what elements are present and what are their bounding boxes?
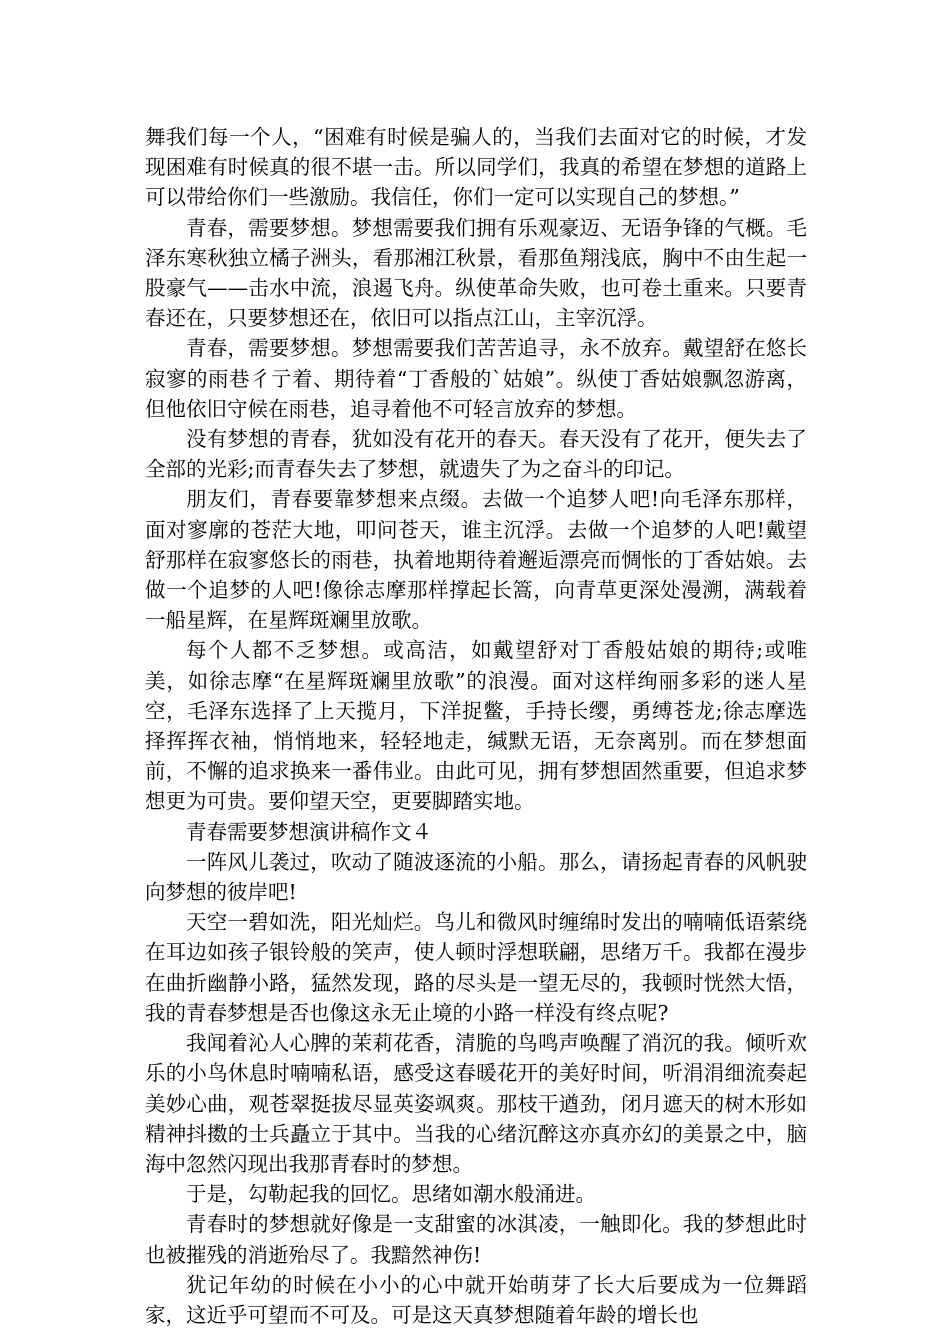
- paragraph: 于是，勾勒起我的回忆。思绪如潮水般涌进。: [186, 1182, 596, 1207]
- paragraph: 朋友们，青春要靠梦想来点缀。去做一个追梦人吧!向毛泽东那样，面对寥廓的苍茫大地，叩问苍天，谁主沉浮。去做一个追梦的人吧!戴望舒那样在寂寥悠长的雨巷，执着地期待着邂逅漂亮而惆怅的丁香姑娘。去做一个追梦的人吧!像徐志摩那样撑起长篙，向青草更深处漫溯，满载着一船星辉，在星辉斑斓里放歌。: [145, 487, 807, 633]
- paragraph: 我闻着沁人心脾的茉莉花香，清脆的鸟鸣声唤醒了消沉的我。倾听欢乐的小鸟休息时喃喃私语，感受这春暖花开的美好时间，听涓涓细流奏起美妙心曲，观苍翠挺拔尽显英姿飒爽。那枝干遒劲，闭月遮天的树木形如精神抖擞的士兵矗立于其中。当我的心绪沉醉这亦真亦幻的美景之中，脑海中忽然闪现出我那青春时的梦想。: [145, 1031, 807, 1176]
- document-page: [145, 122, 807, 1330]
- paragraph: 一阵风儿袭过，吹动了随波逐流的小船。那么，请扬起青春的风帆驶向梦想的彼岸吧!: [145, 849, 807, 905]
- paragraph: 青春，需要梦想。梦想需要我们苦苦追寻，永不放弃。戴望舒在悠长寂寥的雨巷彳亍着、期待着“丁香般的`姑娘”。纵使丁香姑娘飘忽游离，但他依旧守候在雨巷，追寻着他不可轻言放弃的梦想。: [145, 336, 807, 421]
- section-heading: 青春需要梦想演讲稿作文４: [186, 819, 432, 844]
- paragraph: 犹记年幼的时候在小小的心中就开始萌芽了长大后要成为一位舞蹈家，这近乎可望而不可及。可是这天真梦想随着年龄的增长也: [145, 1272, 807, 1327]
- paragraph: 青春，需要梦想。梦想需要我们拥有乐观豪迈、无语争锋的气概。毛泽东寒秋独立橘子洲头，看那湘江秋景，看那鱼翔浅底，胸中不由生起一股豪气——击水中流，浪遏飞舟。纵使革命失败，也可卷土重来。只要青春还在，只要梦想还在，依旧可以指点江山，主宰沉浮。: [145, 215, 807, 331]
- paragraph: 舞我们每一个人，“困难有时候是骗人的，当我们去面对它的时候，才发现困难有时候真的很不堪一击。所以同学们，我真的希望在梦想的道路上可以带给你们一些激励。我信任，你们一定可以实现自己的梦想。”: [145, 125, 807, 210]
- paragraph: 天空一碧如洗，阳光灿烂。鸟儿和微风时缠绵时发出的喃喃低语萦绕在耳边如孩子银铃般的笑声，使人顿时浮想联翩，思绪万千。我都在漫步在曲折幽静小路，猛然发现，路的尽头是一望无尽的，我顿时恍然大悟，我的青春梦想是否也像这永无止境的小路一样没有终点呢?: [145, 910, 807, 1025]
- paragraph: 没有梦想的青春，犹如没有花开的春天。春天没有了花开，便失去了全部的光彩;而青春失去了梦想，就遗失了为之奋斗的印记。: [145, 427, 807, 482]
- paragraph: 青春时的梦想就好像是一支甜蜜的冰淇凌，一触即化。我的梦想此时也被摧残的消逝殆尽了。我黯然神伤!: [145, 1212, 807, 1267]
- paragraph: 每个人都不乏梦想。或高洁，如戴望舒对丁香般姑娘的期待;或唯美，如徐志摩“在星辉斑斓里放歌”的浪漫。面对这样绚丽多彩的迷人星空，毛泽东选择了上天揽月，下洋捉鳖，手持长缨，勇缚苍龙;徐志摩选择挥挥衣袖，悄悄地来，轻轻地走，缄默无语，无奈离别。而在梦想面前，不懈的追求换来一番伟业。由此可见，拥有梦想固然重要，但追求梦想更为可贵。要仰望天空，更要脚踏实地。: [145, 638, 807, 814]
